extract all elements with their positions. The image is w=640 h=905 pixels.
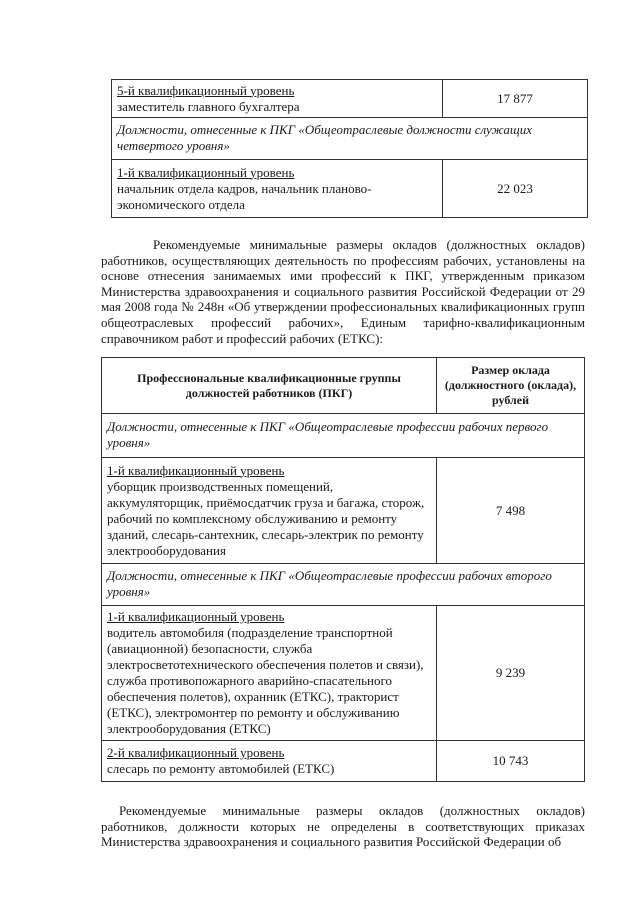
header-salary: Размер оклада (должностного (оклада), рублей [437,358,585,414]
qualification-level: 2-й квалификационный уровень [107,745,285,760]
position-cell [102,741,437,782]
table-row [112,80,588,118]
table-header-row [102,358,585,414]
qualification-level: 1-й квалификационный уровень [107,462,285,478]
group-heading: Должности, отнесенные к ПКГ «Общеотраслевые профессии рабочих первого уровня» [102,414,585,458]
position-cell [112,80,443,118]
group-row [112,118,588,160]
paragraph-other-positions: Рекомендуемые минимальные размеры окладов (должностных окладов) работников, должности которых не определены в соответствующих приказах Министерства здравоохранения и социального развития Российской Федерации об [101,803,585,850]
salary-cell: 7 498 [437,458,585,564]
table-row [102,741,585,782]
table-row [102,458,585,564]
group-heading: Должности, отнесенные к ПКГ «Общеотраслевые должности служащих четвертого уровня» [112,118,588,160]
salary-cell: 17 877 [443,80,588,118]
salary-cell: 22 023 [443,160,588,218]
qualification-level: 1-й квалификационный уровень [117,164,295,180]
salary-table-workers [101,357,585,782]
position-description: водитель автомобиля (подразделение транспортной (авиационной) безопасности, служба электросветотехнического обеспечения полетов и связи), служба противопожарного аварийно-спасательного обеспечения полетов), охранник (ЕТКС), тракторист (ЕТКС), электромонтер по ремонту и обслуживанию электрооборудования (ЕТКС) [107,625,424,736]
group-heading: Должности, отнесенные к ПКГ «Общеотраслевые профессии рабочих второго уровня» [102,564,585,606]
position-description: уборщик производственных помещений, аккумуляторщик, приёмосдатчик груза и багажа, сторож, рабочий по комплексному обслуживанию и ремонту зданий, слесарь-сантехник, слесарь-электрик по ремонту электрооборудования [107,478,425,558]
salary-table-top [111,79,588,218]
group-row [102,564,585,606]
salary-cell: 10 743 [437,741,585,782]
position-cell [102,458,437,564]
position-description: слесарь по ремонту автомобилей (ЕТКС) [107,761,335,776]
group-row [102,414,585,458]
salary-cell: 9 239 [437,606,585,741]
qualification-level: 1-й квалификационный уровень [107,609,285,624]
header-pkg: Профессиональные квалификационные группы должностей работников (ПКГ) [102,358,437,414]
qualification-level: 5-й квалификационный уровень [117,82,295,98]
position-cell [102,606,437,741]
position-description: заместитель главного бухгалтера [117,98,300,114]
position-cell [112,160,443,218]
position-description: начальник отдела кадров, начальник планово-экономического отдела [117,180,372,212]
table-row [112,160,588,218]
paragraph-workers-salaries: Рекомендуемые минимальные размеры окладов (должностных окладов) работников, осуществляющих деятельность по профессиям рабочих, установлены на основе отнесения занимаемых ими профессий к ПКГ, утвержденным приказом Министерства здравоохранения и социального развития Российской Федерации от 29 мая 2008 года № 248н «Об утверждении профессиональных квалификационных групп общеотраслевых профессий рабочих», Единым тарифно-квалификационным справочником работ и профессий рабочих (ЕТКС): [101,237,585,346]
table-row [102,606,585,741]
